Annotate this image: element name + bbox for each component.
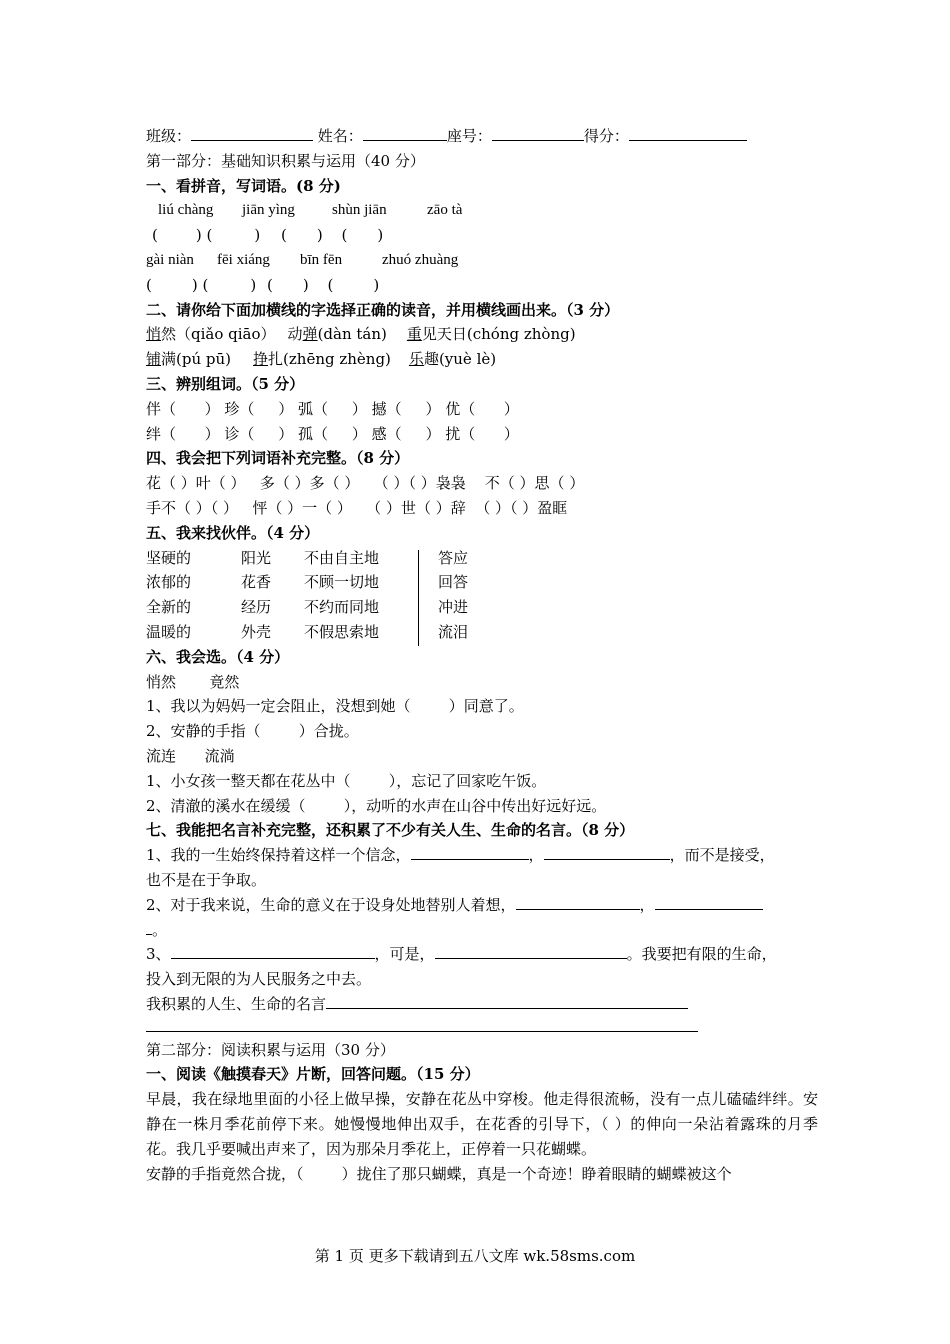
quote-blank[interactable] [435, 943, 627, 959]
q7-text: ， [639, 895, 655, 914]
quote-blank[interactable] [411, 844, 529, 860]
q6-word-choices-2: 流连 流淌 [146, 746, 235, 765]
word-pair[interactable]: 撼（ ） [371, 399, 441, 418]
pinyin-item: bīn fēn [300, 251, 343, 268]
student-info-row [146, 124, 818, 149]
q7-sentence-1 [146, 843, 818, 868]
match-word[interactable]: 经历 [241, 598, 272, 617]
word-pair[interactable]: 扰（ ） [445, 424, 519, 443]
q7-text: ，可是， [374, 945, 435, 964]
quote-blank[interactable] [516, 894, 640, 910]
q7-sentence-3 [146, 942, 818, 967]
q2-option[interactable]: 见天日(chóng zhòng) [421, 325, 576, 344]
q6-sentence[interactable]: 1、小女孩一整天都在花丛中（ ），忘记了回家吃午饭。 [146, 771, 547, 790]
match-word[interactable]: 温暖的 [146, 622, 192, 641]
q7-title: 七、我能把名言补充完整，还积累了不少有关人生、生命的名言。（8 分） [146, 821, 635, 840]
pinyin-item: jiān yìng [242, 202, 295, 219]
part1-title: 第一部分：基础知识积累与运用（40 分） [146, 151, 425, 170]
q1-title: 一、看拼音，写词语。(8 分) [146, 176, 341, 195]
q1-pinyin-row2 [146, 248, 818, 273]
match-word[interactable]: 坚硬的 [146, 548, 192, 567]
paren: ) [316, 226, 323, 245]
seat-label: 座号： [446, 127, 492, 145]
paren: ) [302, 275, 309, 294]
q4-row1[interactable]: 花（ ）叶（ ） 多（ ）多（ ） （ ）（ ）袅袅 不（ ）思（ ） [146, 474, 585, 493]
paren: ) [377, 226, 384, 245]
word-pair[interactable]: 绊（ ） [146, 424, 220, 443]
underlined-char: 弹 [302, 325, 318, 344]
q7-text: 3、 [146, 945, 171, 964]
match-word[interactable]: 不假思索地 [304, 622, 380, 641]
q7-text: 1、我的一生始终保持着这样一个信念， [146, 846, 411, 865]
name-blank[interactable] [363, 125, 447, 141]
exam-page [146, 124, 818, 1186]
page-footer: 第 1 页 更多下载请到五八文库 wk.58sms.com [314, 1247, 636, 1265]
quote-blank[interactable] [655, 894, 763, 910]
word-pair[interactable]: 感（ ） [371, 424, 441, 443]
word-pair[interactable]: 诊（ ） [224, 424, 294, 443]
paren: ) [250, 275, 257, 294]
q2-option[interactable]: 扎(zhēng zhèng) [268, 350, 391, 369]
paren: ) [254, 226, 261, 245]
part2-title: 第二部分：阅读积累与运用（30 分） [146, 1040, 395, 1059]
paren: ( [152, 226, 158, 245]
q7-text: 。 [152, 920, 168, 939]
q2-option[interactable]: 趣(yuè lè) [423, 350, 497, 369]
score-blank[interactable] [629, 125, 747, 141]
pinyin-item: fēi xiáng [217, 251, 270, 268]
q7-sentence-3-cont: 投入到无限的为人民服务之中去。 [146, 970, 372, 989]
q7-sentence-2-cont [146, 918, 818, 943]
word-pair[interactable]: 弧（ ） [298, 399, 367, 418]
q2-option[interactable]: 满(pú pū) [161, 350, 232, 369]
q6-title: 六、我会选。（4 分） [146, 647, 290, 666]
quote-blank[interactable] [171, 943, 375, 959]
q1-answer-row1 [146, 223, 818, 248]
match-word[interactable]: 不由自主地 [304, 548, 380, 567]
divider-line [418, 550, 419, 646]
word-pair[interactable]: 伴（ ） [146, 399, 220, 418]
reading-paragraph: 安静的手指竟然合拢，（ ）拢住了那只蝴蝶，真是一个奇迹！睁着眼睛的蝴蝶被这个 [146, 1164, 732, 1183]
q7-sentence-4 [146, 992, 818, 1017]
match-word[interactable]: 浓郁的 [146, 573, 192, 592]
paren: ) [191, 275, 198, 294]
q3-row2 [146, 422, 818, 447]
class-blank[interactable] [191, 125, 313, 141]
q2-title: 二、请你给下面加横线的字选择正确的读音，并用横线画出来。（3 分） [146, 300, 620, 319]
match-word[interactable]: 流泪 [438, 622, 469, 641]
q6-sentence[interactable]: 2、清澈的溪水在缓缓（ ），动听的水声在山谷中传出好远好远。 [146, 796, 607, 815]
q7-text: 我积累的人生、生命的名言 [146, 994, 327, 1013]
q3-title: 三、辨别组词。（5 分） [146, 374, 305, 393]
q7-sentence-2 [146, 893, 818, 918]
match-word[interactable]: 不顾一切地 [304, 573, 380, 592]
underlined-char: 乐 [408, 350, 424, 369]
pinyin-item: zāo tà [427, 202, 463, 219]
word-pair[interactable]: 珍（ ） [224, 399, 294, 418]
word-pair[interactable]: 孤（ ） [298, 424, 367, 443]
match-word[interactable]: 冲进 [438, 598, 469, 617]
underlined-char: 重 [406, 325, 422, 344]
q7-text: ， [528, 846, 544, 865]
reading-q1-title: 一、阅读《触摸春天》片断，回答问题。（15 分） [146, 1065, 480, 1084]
match-word[interactable]: 答应 [438, 548, 469, 567]
q2-row1 [146, 322, 818, 347]
underlined-char: 悄 [146, 325, 162, 344]
q2-option[interactable]: 然（qiǎo qiāo） [161, 325, 276, 344]
q7-text: ，而不是接受， [669, 846, 775, 865]
q6-word-choices-1: 悄然 竟然 [146, 672, 240, 691]
underlined-char: 铺 [146, 350, 162, 369]
q7-sentence-1-cont: 也不是在于争取。 [146, 870, 267, 889]
quote-blank[interactable] [544, 844, 670, 860]
q2-char: 动 [287, 325, 303, 344]
q4-row2[interactable]: 手不（ ）（ ） 怦（ ）一（ ） （ ）世（ ）辞 （ ）（ ）盈眶 [146, 498, 568, 517]
q7-text: 。我要把有限的生命， [626, 945, 777, 964]
q1-answer-row2 [146, 273, 818, 298]
reading-paragraph: 早晨，我在绿地里面的小径上做早操，安静在花丛中穿梭。他走得很流畅，没有一点儿磕磕绊绊。安静在一株月季花前停下来。她慢慢地伸出双手，在花香的引导下，（ ）的伸向一朵沾着露珠的月季花。我几乎要喊出声来了，因为那朵月季花上，正停着一只花蝴蝶。 [146, 1090, 818, 1158]
matching-table [146, 546, 818, 645]
class-label: 班级： [146, 127, 192, 145]
underlined-char: 挣 [253, 350, 269, 369]
q2-row2 [146, 347, 818, 372]
word-pair[interactable]: 优（ ） [445, 399, 519, 418]
paren: ( [341, 226, 348, 245]
name-label: 姓名： [317, 127, 363, 145]
pinyin-item: shùn jiān [332, 202, 387, 219]
match-word[interactable]: 回答 [438, 573, 469, 592]
q4-title: 四、我会把下列词语补充完整。（8 分） [146, 449, 410, 468]
match-word[interactable]: 全新的 [146, 598, 192, 617]
answer-rule[interactable] [146, 1017, 698, 1032]
quote-blank[interactable] [326, 993, 688, 1009]
q5-title: 五、我来找伙伴。（4 分） [146, 523, 320, 542]
paren: ) [195, 226, 202, 245]
paren: ( [206, 226, 213, 245]
q1-pinyin-row1 [146, 198, 818, 223]
pinyin-item: gài niàn [146, 251, 194, 268]
paren: ) [373, 275, 380, 294]
match-word[interactable]: 外壳 [241, 622, 272, 641]
paren: ( [327, 275, 334, 294]
pinyin-item: liú chàng [158, 202, 214, 219]
q3-row1 [146, 397, 818, 422]
paren: ( [267, 275, 273, 294]
q6-sentence[interactable]: 1、我以为妈妈一定会阻止，没想到她（ ）同意了。 [146, 697, 524, 716]
score-label: 得分： [583, 127, 629, 145]
match-word[interactable]: 不约而同地 [304, 598, 380, 617]
q7-text: 2、对于我来说，生命的意义在于设身处地替别人着想， [146, 895, 516, 914]
paren: ( [146, 275, 152, 294]
pinyin-item: zhuó zhuàng [382, 251, 459, 268]
q6-sentence[interactable]: 2、安静的手指（ ）合拢。 [146, 722, 359, 741]
match-word[interactable]: 阳光 [241, 548, 272, 567]
seat-blank[interactable] [492, 125, 584, 141]
match-word[interactable]: 花香 [241, 573, 272, 592]
paren: ( [202, 275, 209, 294]
q2-option[interactable]: (dàn tán) [317, 325, 387, 344]
paren: ( [281, 226, 287, 245]
